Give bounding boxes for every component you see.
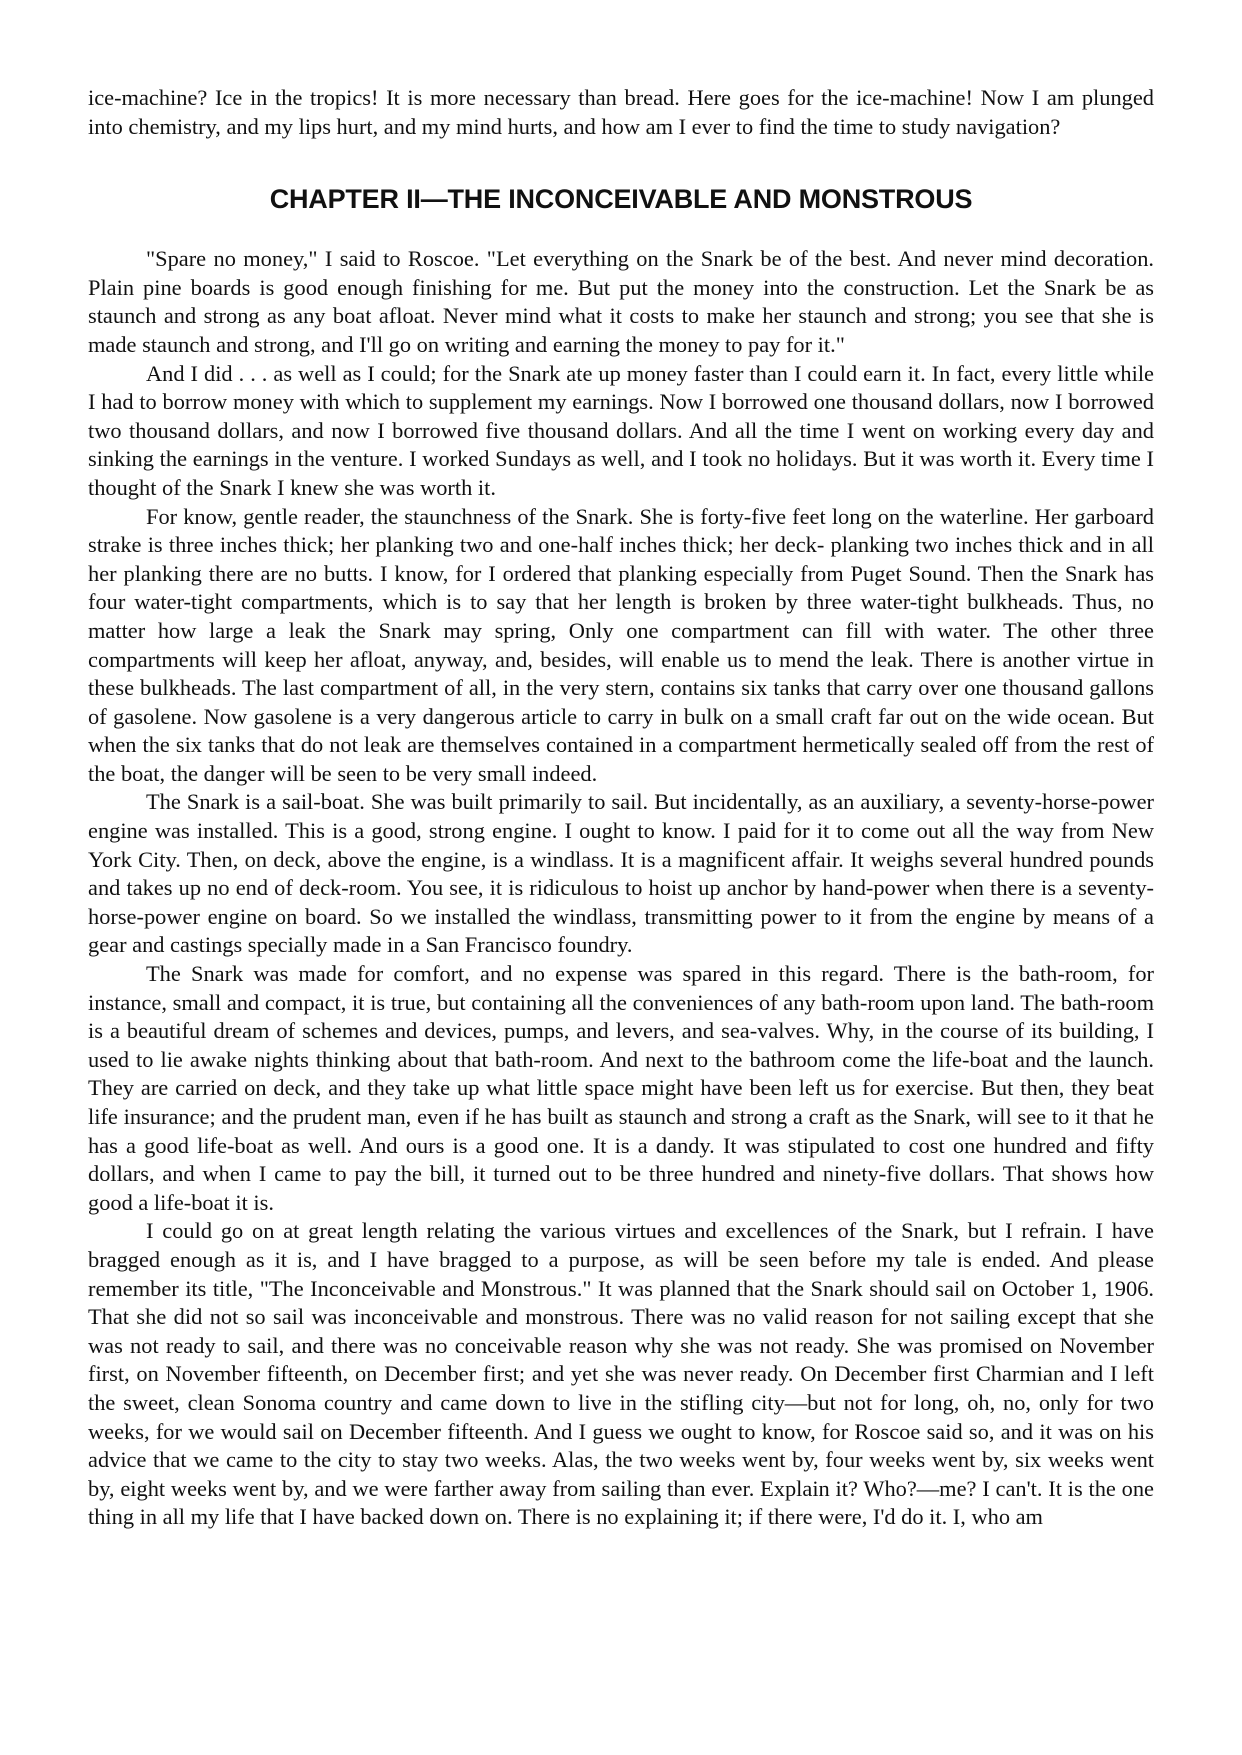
body-paragraph: "Spare no money," I said to Roscoe. "Let everything on the Snark be of the best. And never mind decoration. Plain pine boards is good enough finishing for me. But put the money into the construction. Let the Snark be as staunch and strong as any boat afloat. Never mind what it costs to make her staunch and strong; you see that she is made staunch and strong, and I'll go on writing and earning the money to pay for it."	[88, 246, 1154, 357]
book-page	[88, 84, 1154, 1532]
body-paragraph: I could go on at great length relating the various virtues and excellences of the Snark, but I refrain. I have bragged enough as it is, and I have bragged to a purpose, as will be seen before my tale is ended. And please remember its title, "The Inconceivable and Monstrous." It was planned that the Snark should sail on October 1, 1906. That she did not so sail was inconceivable and monstrous. There was no valid reason for not sailing except that she was not ready to sail, and there was no conceivable reason why she was not ready. She was promised on November first, on November fifteenth, on December first; and yet she was never ready. On December first Charmian and I left the sweet, clean Sonoma country and came down to live in the stifling city—but not for long, oh, no, only for two weeks, for we would sail on December fifteenth. And I guess we ought to know, for Roscoe said so, and it was on his advice that we came to the city to stay two weeks. Alas, the two weeks went by, four weeks went by, six weeks went by, eight weeks went by, and we were farther away from sailing than ever. Explain it? Who?—me? I can't. It is the one thing in all my life that I have backed down on. There is no explaining it; if there were, I'd do it. I, who am	[88, 1218, 1154, 1530]
continuation-paragraph: ice-machine? Ice in the tropics! It is more necessary than bread. Here goes for the ice-machine! Now I am plunged into chemistry, and my lips hurt, and my mind hurts, and how am I ever to find the time to study navigation?	[88, 85, 1154, 139]
body-paragraph: For know, gentle reader, the staunchness of the Snark. She is forty-five feet long on the waterline. Her garboard strake is three inches thick; her planking two and one-half inches thick; her deck- planking two inches thick and in all her planking there are no butts. I know, for I ordered that planking especially from Puget Sound. Then the Snark has four water-tight compartments, which is to say that her length is broken by three water-tight bulkheads. Thus, no matter how large a leak the Snark may spring, Only one compartment can fill with water. The other three compartments will keep her afloat, anyway, and, besides, will enable us to mend the leak. There is another virtue in these bulkheads. The last compartment of all, in the very stern, contains six tanks that carry over one thousand gallons of gasolene. Now gasolene is a very dangerous article to carry in bulk on a small craft far out on the wide ocean. But when the six tanks that do not leak are themselves contained in a compartment hermetically sealed off from the rest of the boat, the danger will be seen to be very small indeed.	[88, 503, 1154, 786]
body-paragraph: The Snark is a sail-boat. She was built primarily to sail. But incidentally, as an auxiliary, a seventy-horse-power engine was installed. This is a good, strong engine. I ought to know. I paid for it to come out all the way from New York City. Then, on deck, above the engine, is a windlass. It is a magnificent affair. It weighs several hundred pounds and takes up no end of deck-room. You see, it is ridiculous to hoist up anchor by hand-power when there is a seventy-horse-power engine on board. So we installed the windlass, transmitting power to it from the engine by means of a gear and castings specially made in a San Francisco foundry.	[88, 789, 1154, 958]
body-paragraph: The Snark was made for comfort, and no expense was spared in this regard. There is the bath-room, for instance, small and compact, it is true, but containing all the conveniences of any bath-room upon land. The bath-room is a beautiful dream of schemes and devices, pumps, and levers, and sea-valves. Why, in the course of its building, I used to lie awake nights thinking about that bath-room. And next to the bathroom come the life-boat and the launch. They are carried on deck, and they take up what little space might have been left us for exercise. But then, they beat life insurance; and the prudent man, even if he has built as staunch and strong a craft as the Snark, will see to it that he has a good life-boat as well. And ours is a good one. It is a dandy. It was stipulated to cost one hundred and fifty dollars, and when I came to pay the bill, it turned out to be three hundred and ninety-five dollars. That shows how good a life-boat it is.	[88, 961, 1154, 1215]
body-paragraph: And I did . . . as well as I could; for the Snark ate up money faster than I could earn it. In fact, every little while I had to borrow money with which to supplement my earnings. Now I borrowed one thousand dollars, now I borrowed two thousand dollars, and now I borrowed five thousand dollars. And all the time I went on working every day and sinking the earnings in the venture. I worked Sundays as well, and I took no holidays. But it was worth it. Every time I thought of the Snark I knew she was worth it.	[88, 360, 1154, 500]
chapter-title: CHAPTER II—THE INCONCEIVABLE AND MONSTROUS	[269, 184, 973, 215]
